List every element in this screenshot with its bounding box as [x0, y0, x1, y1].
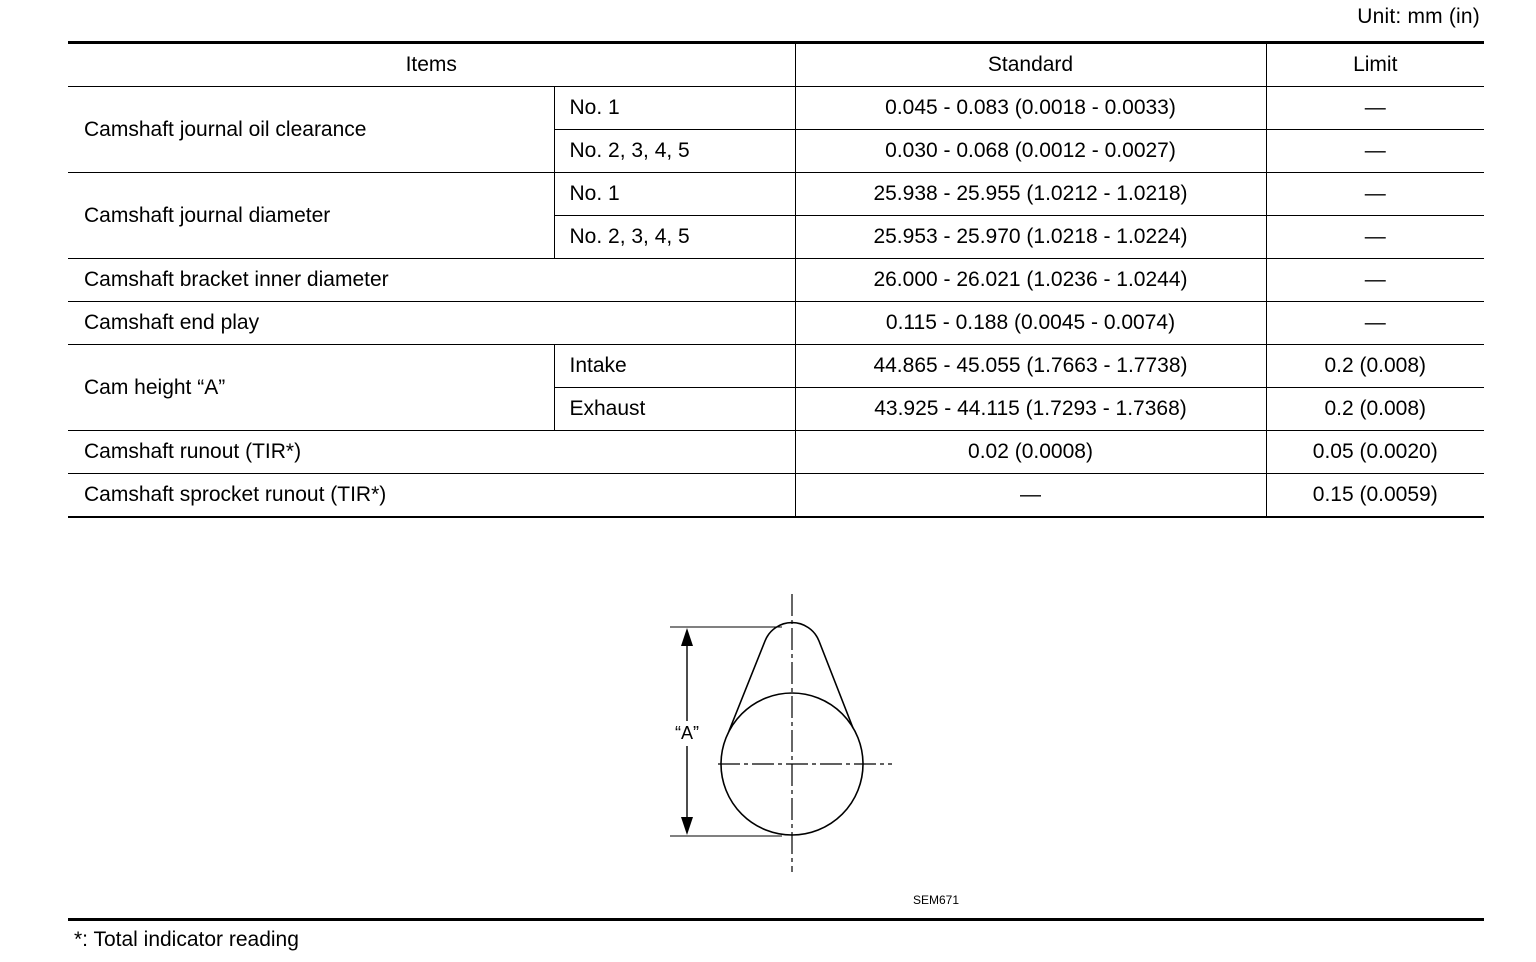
unit-label: Unit: mm (in) — [1357, 5, 1480, 28]
camshaft-spec-table — [68, 41, 1484, 518]
divider — [68, 918, 1484, 921]
standard-value: 26.000 - 26.021 (1.0236 - 1.0244) — [795, 259, 1266, 302]
footnote: *: Total indicator reading — [74, 928, 299, 951]
header-items: Items — [68, 43, 795, 87]
limit-value: — — [1266, 259, 1484, 302]
standard-value: 44.865 - 45.055 (1.7663 - 1.7738) — [795, 345, 1266, 388]
standard-value: 43.925 - 44.115 (1.7293 - 1.7368) — [795, 388, 1266, 431]
header-limit: Limit — [1266, 43, 1484, 87]
sub-label: No. 2, 3, 4, 5 — [554, 130, 795, 173]
standard-value: 25.938 - 25.955 (1.0212 - 1.0218) — [795, 173, 1266, 216]
limit-value: — — [1266, 302, 1484, 345]
limit-value: — — [1266, 87, 1484, 130]
row-label-bracket-inner: Camshaft bracket inner diameter — [68, 259, 795, 302]
sub-label: Intake — [554, 345, 795, 388]
center-lines — [718, 594, 892, 872]
dimension-label-a: “A” — [675, 723, 699, 743]
table-row — [68, 87, 1484, 130]
header-standard: Standard — [795, 43, 1266, 87]
row-label-cam-height: Cam height “A” — [68, 345, 554, 431]
cam-lobe — [729, 623, 853, 731]
standard-value: — — [795, 474, 1266, 518]
standard-value: 0.030 - 0.068 (0.0012 - 0.0027) — [795, 130, 1266, 173]
standard-value: 0.02 (0.0008) — [795, 431, 1266, 474]
sub-label: No. 1 — [554, 173, 795, 216]
sub-label: Exhaust — [554, 388, 795, 431]
limit-value: — — [1266, 216, 1484, 259]
limit-value: — — [1266, 173, 1484, 216]
table-row — [68, 474, 1484, 518]
row-label-runout: Camshaft runout (TIR*) — [68, 431, 795, 474]
sub-label: No. 2, 3, 4, 5 — [554, 216, 795, 259]
figure-code: SEM671 — [913, 893, 960, 907]
sub-label: No. 1 — [554, 87, 795, 130]
limit-value: 0.2 (0.008) — [1266, 345, 1484, 388]
table-row — [68, 173, 1484, 216]
limit-value: 0.2 (0.008) — [1266, 388, 1484, 431]
row-label-journal-diameter: Camshaft journal diameter — [68, 173, 554, 259]
limit-value: — — [1266, 130, 1484, 173]
standard-value: 0.045 - 0.083 (0.0018 - 0.0033) — [795, 87, 1266, 130]
standard-value: 25.953 - 25.970 (1.0218 - 1.0224) — [795, 216, 1266, 259]
table-row — [68, 302, 1484, 345]
limit-value: 0.15 (0.0059) — [1266, 474, 1484, 518]
table-row — [68, 259, 1484, 302]
table-row — [68, 345, 1484, 388]
table-row — [68, 431, 1484, 474]
table-header-row — [68, 43, 1484, 87]
standard-value: 0.115 - 0.188 (0.0045 - 0.0074) — [795, 302, 1266, 345]
row-label-sprocket-runout: Camshaft sprocket runout (TIR*) — [68, 474, 795, 518]
cam-height-diagram — [660, 588, 910, 888]
limit-value: 0.05 (0.0020) — [1266, 431, 1484, 474]
row-label-end-play: Camshaft end play — [68, 302, 795, 345]
row-label-journal-clearance: Camshaft journal oil clearance — [68, 87, 554, 173]
